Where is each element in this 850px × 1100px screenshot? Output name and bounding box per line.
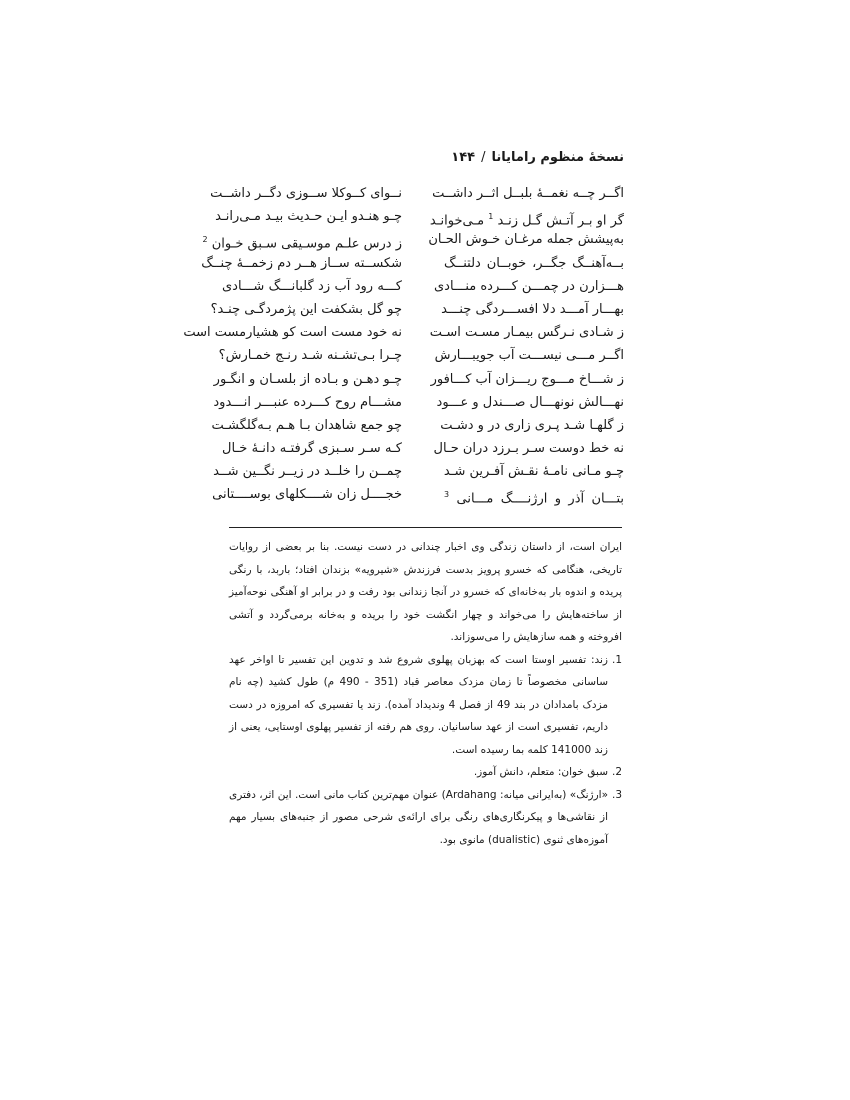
hemistich-second: کـه سـر سـبزی گرفتـه دانـهٔ خـال — [222, 441, 402, 457]
footnote-number: 2. — [611, 766, 622, 778]
footnotes-section — [229, 536, 622, 851]
footnote-rule — [229, 527, 622, 528]
couplet — [213, 368, 624, 391]
hemistich-first: بتـــان آذر و ارژنــــگ مـــانی $^3$ — [444, 490, 624, 507]
footnote-text: سبق خوان: متعلم، دانش آموز. — [473, 766, 608, 778]
couplet — [215, 205, 624, 229]
hemistich-first: نه خط دوست سـر بـرزد دران حـال — [433, 441, 624, 457]
footnote-2 — [229, 761, 622, 784]
couplet — [210, 182, 624, 205]
hemistich-second: چمــن را خلــد در زیــر نگــین شــد — [213, 464, 402, 480]
couplet — [201, 252, 624, 275]
hemistich-first: بــه‌آهنــگ جگــر، خوبــان دلتنــگ — [444, 255, 624, 271]
footnote-marker: 1 — [488, 212, 494, 222]
hemistich-first: ز شـــاخ مـــوج ریـــزان آب کـــافور — [430, 371, 624, 387]
couplet — [213, 460, 624, 483]
hemistich-first: نهـــالش نونهـــال صـــندل و عـــود — [436, 394, 624, 410]
hemistich-first: ز شـادی نـرگس بیمـار مسـت اسـت — [429, 325, 624, 341]
page-number: ۱۴۴ — [451, 150, 476, 165]
footnote-number: 3. — [611, 788, 622, 801]
footnote-text: «ارژنگ» (به‌ایرانی میانه: Ardahang) عنوان مهم‌ترین کتاب مانی است. این اثر، دفتری از نقاشی‌ها و پیکرنگاری‌های رنگی برای ارائه‌ی شرحی مصور از جنبه‌های بسیار مهم آموزه‌های ثنوی (dualistic) مانوی بود. — [229, 788, 608, 846]
hemistich-second: خجــــل زان شــــکلهای بوســــتانی — [212, 487, 402, 503]
hemistich-second: کـــه رود آب زد گلبانـــگ شـــادی — [222, 278, 402, 294]
footnote-continuation: ایران است، از داستان زندگی وی اخبار چندانی در دست نیست. بنا بر بعضی از روایات تاریخی، هنگامی که خسرو پرویز بدست فرزندش «شیرویه» بزندان افتاد؛ باربد، با رنگی پریده و اندوه بار به‌خانه‌ای که خسرو در آنجا زندانی بود رفت و در برابر او آهنگی نوحه‌آمیز از ساخته‌هایش را می‌خواند و چهار انگشت خود را بریده و به‌خانه برمی‌گردد و آتشی افروخته و همه سازهایش را می‌سوزاند. — [229, 541, 622, 643]
hemistich-second: چو جمع شاهدان بـا هـم بـه‌گلگشـت — [211, 417, 402, 433]
hemistich-first: بهـــار آمـــد دلا افســـردگی چنـــد — [441, 301, 624, 317]
couplet — [222, 437, 624, 460]
hemistich-first: اگــر مـــی نیســـت آب جویبـــارش — [434, 348, 624, 364]
hemistich-first: چـو مـانی نامـهٔ نقـش آفـرین شـد — [443, 464, 624, 480]
hemistich-second: چو گل بشکفت این پژمردگـی چنـد؟ — [210, 301, 402, 317]
hemistich-second: چـرا بـی‌تشـنه شـد رنـج خمـارش؟ — [218, 348, 402, 364]
hemistich-second: شکســته ســاز هــر دم زخمــهٔ چنــگ — [201, 255, 402, 271]
couplet — [211, 414, 624, 437]
hemistich-second: نــوای کــوکلا ســوزی دگــر داشــت — [210, 186, 402, 201]
couplet — [202, 228, 624, 252]
footnote-3 — [229, 784, 622, 852]
couplet — [212, 483, 624, 507]
couplet — [183, 321, 624, 344]
couplet — [222, 275, 624, 298]
hemistich-first: ز گلهـا شـد پـری زاری در و دشـت — [440, 417, 624, 433]
hemistich-second: نه خود مست است کو هشیارمست است — [183, 325, 402, 341]
book-title: نسخهٔ منظوم رامایانا — [491, 150, 624, 165]
hemistich-second: ز درس علـم موسـیقی سـبق خـوان $^2$ — [202, 235, 402, 252]
couplet — [218, 344, 624, 367]
hemistich-first: به‌پیشش جمله مرغـان خـوش الحـان — [428, 232, 624, 248]
couplet — [210, 298, 624, 321]
hemistich-first: هـــزارن در چمـــن کـــرده منـــادی — [434, 278, 624, 294]
hemistich-second: چـو دهـن و بـاده از بلسـان و انگـور — [213, 371, 402, 387]
footnote-number: 1. — [611, 653, 622, 666]
hemistich-second: مشـــام روح کـــرده عنبـــر انـــدود — [213, 394, 402, 410]
hemistich-first: گر او بـر آتـش گـل زنـد $^1$ مـی‌خوانـد — [429, 212, 624, 229]
footnote-1 — [229, 649, 622, 762]
footnote-marker: 3 — [444, 490, 450, 500]
hemistich-first: اگــر چــه نغمــهٔ بلبــل اثــر داشــت — [432, 186, 624, 201]
hemistich-second: چـو هنـدو ایـن حـدیث بیـد مـی‌رانـد — [215, 209, 402, 225]
header-separator: / — [481, 150, 486, 165]
couplet — [213, 391, 624, 414]
footnote-marker: 2 — [202, 235, 208, 245]
running-header — [240, 150, 624, 170]
footnote-text: زند: تفسیر اوستا است که بهزبان پهلوی شروع شد و تدوین این تفسیر تا اواخر عهد ساسانی مخصوصاً تا زمان مزدک معاصر قباد (351 - 490 م) طول کشید (چه نام مزدک بامدادان در بند 49 از فصل 4 وندیداد آمده). زند یا تفسیری که امروزه در دست داریم، تفسیری است از عهد ساسانیان. روی هم رفته از تفسیر پهلوی اوستایی، یعنی از زند 141000 کلمه بما رسیده است. — [229, 653, 609, 756]
poem-body — [183, 182, 624, 507]
